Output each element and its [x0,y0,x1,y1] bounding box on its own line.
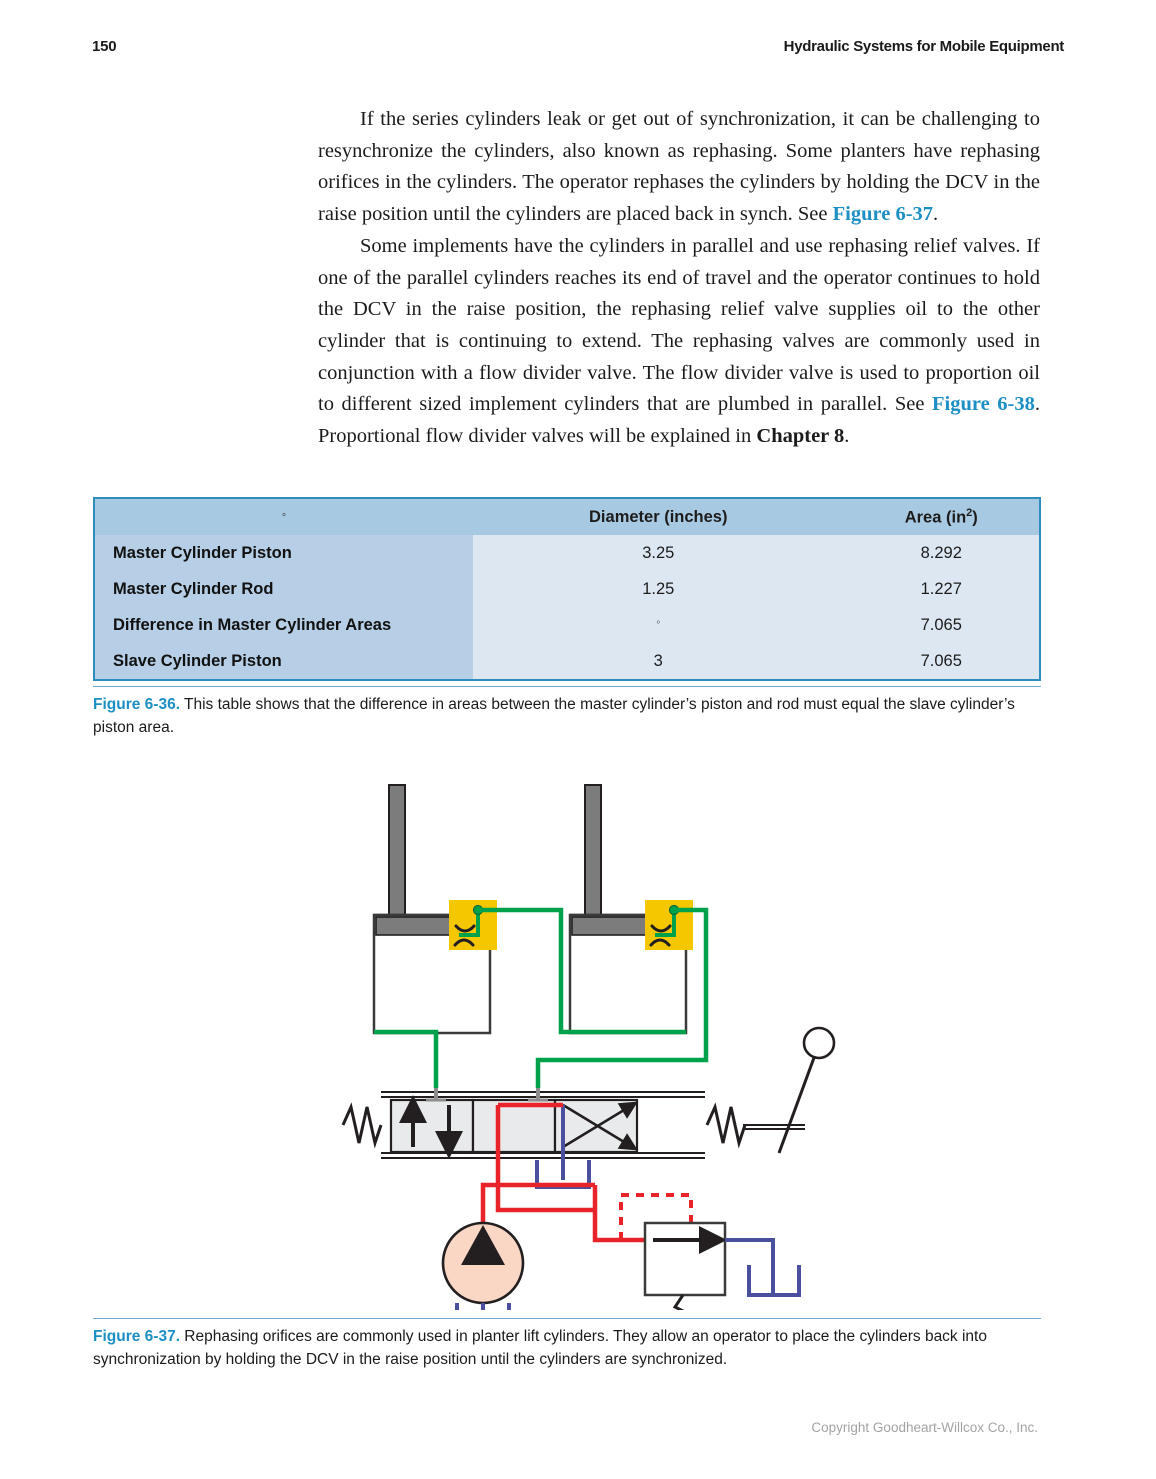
cell-diameter-difference-in-master-cylinder-areas [473,607,844,643]
caption-lead-6-37: Figure 6-37. [93,1328,180,1345]
paragraph-1 [318,104,1040,231]
row-label-master-cylinder-piston: Master Cylinder Piston [95,535,473,571]
master-cylinder-rod [389,785,405,917]
cell-diameter-blank-mark: ° [656,619,661,631]
cylinder-area-table [95,499,1039,679]
table-row [95,643,1039,679]
caption-text-6-36: This table shows that the difference in areas between the master cylinder’s piston and rod must equal the slave cylinder’s piston area. [93,696,1015,736]
paragraph-1-text-b: . [933,203,939,226]
paragraph-2 [318,231,1040,453]
row-label-difference-in-master-cylinder-areas: Difference in Master Cylinder Areas [95,607,473,643]
running-title: Hydraulic Systems for Mobile Equipment [783,38,1064,55]
cell-area-slave-cylinder-piston: 7.065 [844,643,1040,679]
column-header-area-superscript: 2 [966,506,973,519]
column-header-blank [95,499,473,535]
table-head [95,499,1039,535]
slave-cylinder-rod [585,785,601,917]
row-label-master-cylinder-rod: Master Cylinder Rod [95,571,473,607]
table-row [95,607,1039,643]
hydraulic-schematic-svg [93,755,1041,1310]
paragraph-2-text-b: . Proportional flow divider valves will be explained in [318,393,1041,448]
lever-knob-icon[interactable] [804,1028,834,1058]
paragraph-2-text-c: . [844,425,850,448]
figure-reference-6-38[interactable]: Figure 6-38 [932,393,1035,416]
caption-figure-6-36 [93,693,1041,739]
dcv-envelope-left [391,1100,473,1152]
table-row [95,571,1039,607]
dcv-spring-right [707,1107,745,1143]
table-row [95,535,1039,571]
cell-area-master-cylinder-rod: 1.227 [844,571,1040,607]
header-blank-mark: ° [282,511,286,523]
caption-rule-6-37 [93,1318,1041,1319]
cell-diameter-master-cylinder-piston: 3.25 [473,535,844,571]
directional-control-valve[interactable] [343,1088,745,1158]
caption-rule-6-36 [93,686,1041,687]
page-number: 150 [92,38,117,55]
cell-area-difference-in-master-cylinder-areas: 7.065 [844,607,1040,643]
rephasing-orifice-slave [645,900,693,950]
relief-valve [621,1195,799,1310]
column-header-area-close: ) [972,508,978,527]
column-header-area [844,499,1040,535]
paragraph-2-text-a: Some implements have the cylinders in parallel and use rephasing relief valves. If one of the parallel cylinders reaches its end of travel and the operator continues to hold the DCV in the raise position, the rephasing relief valve supplies oil to the other cylinder that is continuing to extend. The rephasing valves are commonly used in conjunction with a flow divider valve. The flow divider valve is used to proportion oil to different sized implement cylinders that are plumbed in parallel. See [318,234,1040,416]
caption-figure-6-37 [93,1325,1041,1371]
table-header-row [95,499,1039,535]
hydraulic-pump [443,1223,523,1310]
rephasing-orifice-master [449,900,497,950]
column-header-diameter: Diameter (inches) [473,499,844,535]
row-label-slave-cylinder-piston: Slave Cylinder Piston [95,643,473,679]
relief-valve-body [645,1223,725,1295]
dcv-envelope-center [473,1100,555,1152]
figure-6-37-diagram [93,755,1041,1310]
dcv-manual-lever[interactable] [743,1028,834,1153]
copyright-notice: Copyright Goodheart-Willcox Co., Inc. [811,1420,1038,1435]
cell-area-master-cylinder-piston: 8.292 [844,535,1040,571]
caption-text-6-37: Rephasing orifices are commonly used in planter lift cylinders. They allow an operator to place the cylinders back into synchronization by holding the DCV in the raise position until the cylinders are synchronized. [93,1328,987,1368]
pressure-line-dcv-to-branch [498,1153,593,1210]
cell-diameter-master-cylinder-rod: 1.25 [473,571,844,607]
table-body [95,535,1039,679]
chapter-reference-8: Chapter 8 [756,425,845,448]
cylinder-area-table-wrapper [93,497,1041,681]
column-header-area-main: Area (in [904,508,967,527]
caption-lead-6-36: Figure 6-36. [93,696,180,713]
paragraph-1-text-a: If the series cylinders leak or get out of synchronization, it can be challenging to resynchronize the cylinders, also known as rephasing. Some planters have rephasing orifices in the cylinders. The operator rephases the cylinders by holding the DCV in the raise position until the cylinders are placed back in synch. See [318,108,1040,226]
dcv-spring-left [343,1107,381,1143]
dcv-port-stubs [426,1088,548,1100]
cell-diameter-slave-cylinder-piston: 3 [473,643,844,679]
figure-reference-6-37[interactable]: Figure 6-37 [832,203,934,226]
running-head [0,38,1156,60]
relief-valve-spring [675,1295,691,1310]
body-text-column [318,104,1040,453]
working-line-master-cap-to-dcv [374,1032,436,1088]
lever-handle[interactable] [779,1055,815,1153]
